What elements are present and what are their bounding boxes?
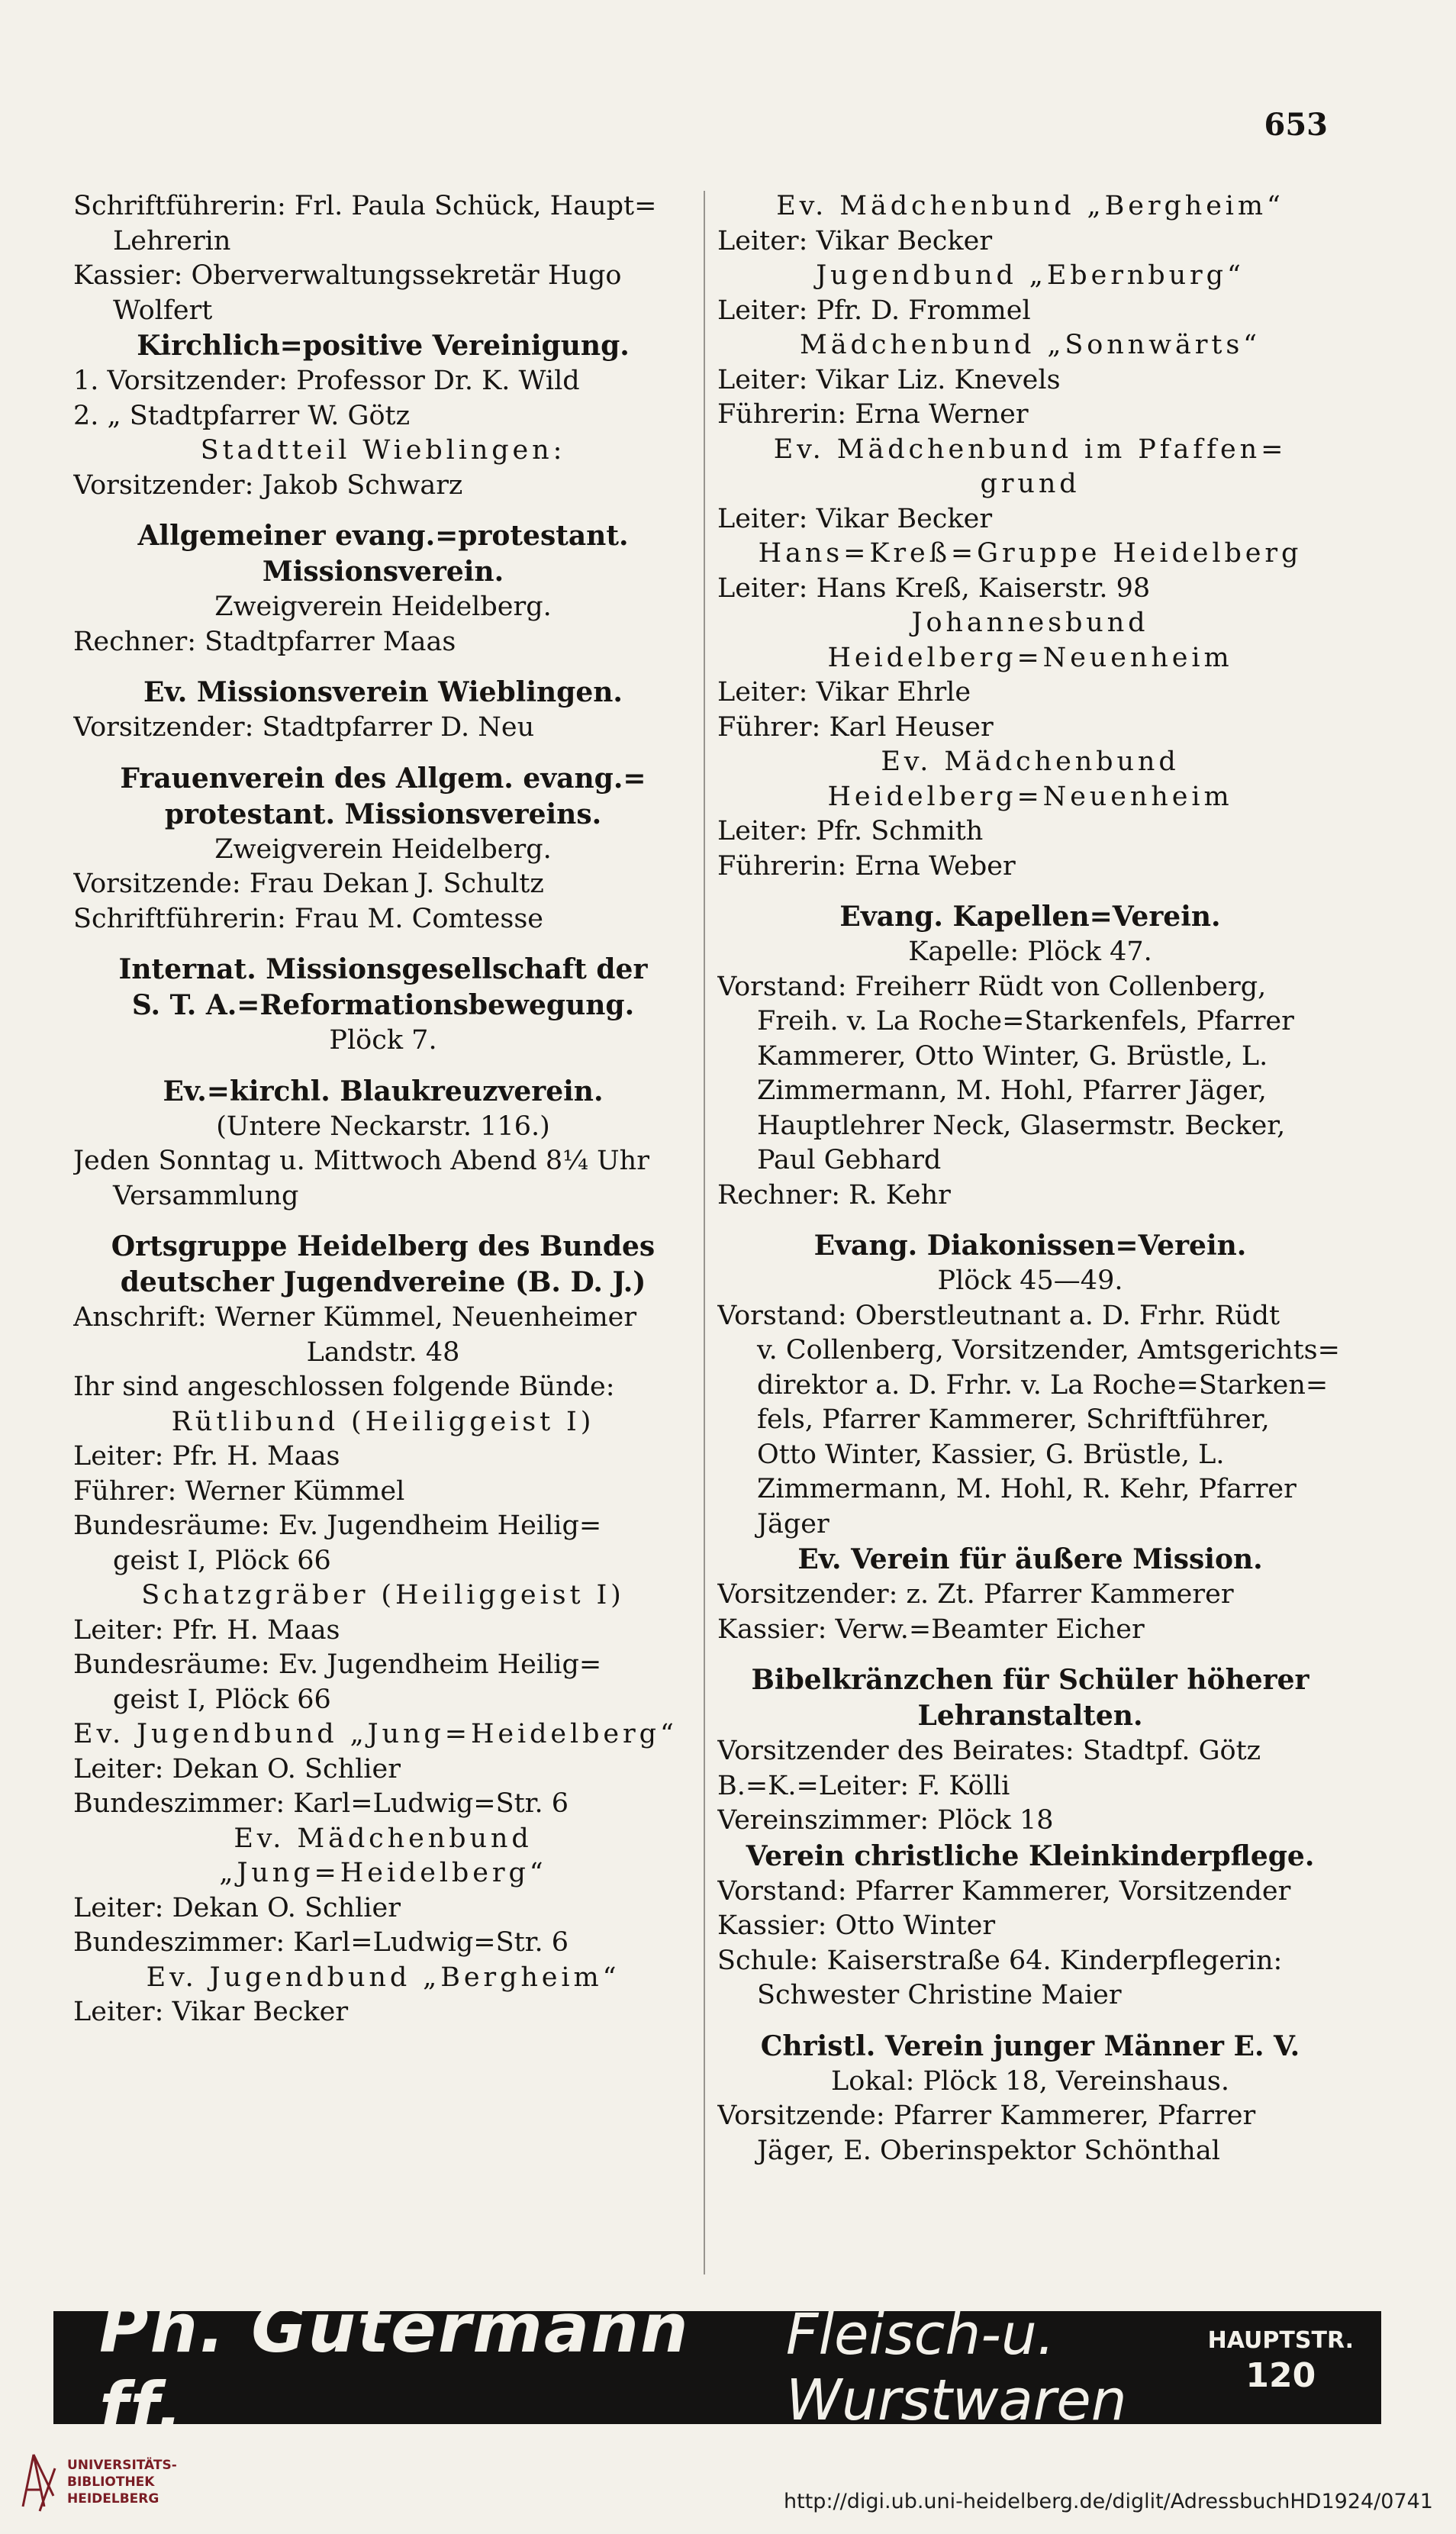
- entry-line: v. Collenberg, Vorsitzender, Amtsgerichts=: [757, 1335, 1340, 1365]
- entry-line: Heidelberg=Neuenheim: [827, 781, 1233, 812]
- page-number: 653: [1264, 107, 1328, 143]
- entry-line: Rütlibund (Heiliggeist I): [171, 1406, 595, 1437]
- entry-line: Ev. Mädchenbund „Bergheim“: [776, 191, 1284, 221]
- entry-line: Ihr sind angeschlossen folgende Bünde:: [73, 1372, 615, 1402]
- entry-line: geist I, Plöck 66: [113, 1545, 331, 1576]
- entry-line: Leiter: Pfr. H. Maas: [73, 1614, 340, 1646]
- entry-line: Stadtteil Wieblingen:: [200, 435, 566, 466]
- entry-line: Leiter: Vikar Becker: [73, 1997, 349, 2027]
- entry-line: geist I, Plöck 66: [113, 1684, 331, 1715]
- section-heading: Bibelkränzchen für Schüler höherer: [751, 1664, 1309, 1696]
- section-heading: Christl. Verein junger Männer E. V.: [760, 2029, 1300, 2062]
- entry-line: Vorsitzende: Pfarrer Kammerer, Pfarrer: [717, 2100, 1256, 2131]
- entry-line: Ev. Mädchenbund: [234, 1823, 533, 1854]
- section-heading: protestant. Missionsvereins.: [164, 798, 602, 830]
- entry-line: Schatzgräber (Heiliggeist I): [141, 1580, 625, 1610]
- entry-line: Jäger, E. Oberinspektor Schönthal: [757, 2135, 1220, 2166]
- ad-street: HAUPTSTR.: [1207, 2327, 1354, 2354]
- entry-line: Leiter: Dekan O. Schlier: [73, 1892, 401, 1923]
- library-logo[interactable]: [17, 2444, 177, 2520]
- section-spacer: [73, 503, 693, 518]
- entry-line: Vorsitzender des Beirates: Stadtpf. Götz: [717, 1736, 1261, 1766]
- entry-line: Vereinszimmer: Plöck 18: [717, 1805, 1054, 1836]
- entry-line: Ev. Jugendbund „Jung=Heidelberg“: [73, 1719, 678, 1749]
- entry-line: Jugendbund „Ebernburg“: [816, 260, 1245, 291]
- section-spacer: [73, 937, 693, 952]
- section-heading: S. T. A.=Reformationsbewegung.: [131, 989, 635, 1021]
- section-heading: Internat. Missionsgesellschaft der: [118, 953, 648, 985]
- entry-line: Anschrift: Werner Kümmel, Neuenheimer: [73, 1302, 637, 1333]
- entry-line: Paul Gebhard: [757, 1145, 942, 1175]
- section-heading: deutscher Jugendvereine (B. D. J.): [120, 1266, 646, 1298]
- entry-line: Leiter: Pfr. H. Maas: [73, 1441, 340, 1472]
- entry-line: „Jung=Heidelberg“: [219, 1858, 547, 1888]
- entry-line: Bundeszimmer: Karl=Ludwig=Str. 6: [73, 1788, 569, 1819]
- section-spacer: [717, 1647, 1343, 1662]
- entry-line: Bundesräume: Ev. Jugendheim Heilig=: [73, 1510, 602, 1541]
- entry-line: Führer: Werner Kümmel: [73, 1475, 405, 1507]
- section-heading: Ev. Missionsverein Wieblingen.: [143, 676, 623, 708]
- library-name-line: UNIVERSITÄTS-: [67, 2458, 177, 2473]
- entry-line: direktor a. D. Frhr. v. La Roche=Starken=: [757, 1369, 1329, 1401]
- entry-line: Zimmermann, M. Hohl, Pfarrer Jäger,: [757, 1075, 1267, 1106]
- entry-line: Hauptlehrer Neck, Glasermstr. Becker,: [757, 1110, 1286, 1141]
- section-spacer: [73, 746, 693, 761]
- column-divider: [704, 191, 705, 2274]
- entry-line: Schwester Christine Maier: [757, 1980, 1122, 2010]
- entry-line: Wolfert: [113, 295, 213, 326]
- entry-line: Leiter: Pfr. Schmith: [717, 816, 984, 846]
- section-heading: Kirchlich=positive Vereinigung.: [137, 330, 630, 362]
- right-column: [717, 189, 1343, 2168]
- entry-line: Lokal: Plöck 18, Vereinshaus.: [831, 2065, 1229, 2097]
- entry-line: Kassier: Otto Winter: [717, 1910, 996, 1941]
- entry-line: Freih. v. La Roche=Starkenfels, Pfarrer: [757, 1006, 1294, 1036]
- entry-line: Leiter: Vikar Liz. Knevels: [717, 364, 1061, 395]
- entry-line: grund: [980, 469, 1081, 499]
- section-heading: Missionsverein.: [262, 556, 504, 588]
- entry-line: Leiter: Vikar Ehrle: [717, 677, 971, 708]
- ad-firm-name: Ph. Gutermann ff.: [99, 2289, 690, 2446]
- entry-line: Rechner: Stadtpfarrer Maas: [73, 626, 456, 657]
- entry-line: Kammerer, Otto Winter, G. Brüstle, L.: [757, 1040, 1268, 1072]
- entry-line: Versammlung: [113, 1180, 299, 1211]
- entry-line: Vorsitzender: Stadtpfarrer D. Neu: [73, 712, 535, 743]
- entry-line: Kassier: Oberverwaltungssekretär Hugo: [73, 260, 622, 291]
- section-spacer: [73, 1214, 693, 1229]
- section-heading: Frauenverein des Allgem. evang.=: [120, 762, 646, 795]
- entry-line: Kapelle: Plöck 47.: [908, 937, 1152, 967]
- entry-line: Leiter: Vikar Becker: [717, 503, 993, 534]
- entry-line: Jeden Sonntag u. Mittwoch Abend 8¼ Uhr: [73, 1146, 649, 1176]
- entry-line: Ev. Mädchenbund im Pfaffen=: [773, 434, 1287, 465]
- entry-line: Zweigverein Heidelberg.: [214, 833, 552, 865]
- entry-line: Leiter: Pfr. D. Frommel: [717, 295, 1031, 326]
- entry-line: Ev. Jugendbund „Bergheim“: [146, 1962, 620, 1993]
- entry-line: (Untere Neckarstr. 116.): [216, 1111, 550, 1142]
- ad-trade: Fleisch-u. Wurstwaren: [785, 2302, 1127, 2433]
- entry-line: Vorstand: Pfarrer Kammerer, Vorsitzender: [717, 1875, 1291, 1907]
- entry-line: Schriftführerin: Frl. Paula Schück, Haupt=: [73, 191, 657, 221]
- entry-line: Zimmermann, M. Hohl, R. Kehr, Pfarrer: [757, 1474, 1297, 1504]
- entry-line: Leiter: Dekan O. Schlier: [73, 1753, 401, 1784]
- entry-line: Otto Winter, Kassier, G. Brüstle, L.: [757, 1439, 1225, 1470]
- entry-line: fels, Pfarrer Kammerer, Schriftführer,: [757, 1404, 1270, 1435]
- entry-line: 2. „ Stadtpfarrer W. Götz: [73, 400, 411, 431]
- entry-line: Plöck 7.: [329, 1025, 437, 1056]
- library-crest-icon: [17, 2447, 61, 2517]
- entry-line: Führerin: Erna Werner: [717, 399, 1029, 430]
- entry-line: Vorsitzende: Frau Dekan J. Schultz: [73, 869, 544, 899]
- source-url-link[interactable]: http://digi.ub.uni-heidelberg.de/diglit/AdressbuchHD1924/0741: [784, 2490, 1433, 2513]
- section-spacer: [717, 884, 1343, 899]
- entry-line: Vorsitzender: Jakob Schwarz: [73, 469, 463, 501]
- entry-line: Schule: Kaiserstraße 64. Kinderpflegerin:: [717, 1945, 1283, 1976]
- entry-line: Heidelberg=Neuenheim: [827, 642, 1233, 673]
- section-heading: Lehranstalten.: [917, 1700, 1143, 1732]
- entry-line: Johannesbund: [911, 608, 1149, 638]
- ad-house-number: 120: [1245, 2356, 1316, 2395]
- entry-line: Plöck 45—49.: [937, 1265, 1123, 1296]
- ad-address: [1208, 2323, 1354, 2394]
- section-heading: Allgemeiner evang.=protestant.: [137, 520, 629, 552]
- entry-line: Schriftführerin: Frau M. Comtesse: [73, 903, 544, 934]
- section-heading: Ev.=kirchl. Blaukreuzverein.: [163, 1075, 604, 1107]
- entry-line: Landstr. 48: [306, 1336, 460, 1368]
- section-spacer: [73, 1059, 693, 1074]
- entry-line: Vorsitzender: z. Zt. Pfarrer Kammerer: [717, 1579, 1234, 1610]
- entry-line: Leiter: Hans Kreß, Kaiserstr. 98: [717, 572, 1151, 604]
- section-heading: Ev. Verein für äußere Mission.: [797, 1543, 1263, 1575]
- section-spacer: [717, 2013, 1343, 2029]
- entry-line: Bundesräume: Ev. Jugendheim Heilig=: [73, 1649, 602, 1680]
- entry-line: Ev. Mädchenbund: [881, 746, 1180, 777]
- entry-line: Hans=Kreß=Gruppe Heidelberg: [758, 538, 1303, 569]
- entry-line: Kassier: Verw.=Beamter Eicher: [717, 1614, 1145, 1645]
- entry-line: Zweigverein Heidelberg.: [214, 592, 552, 622]
- advertisement-banner: [53, 2289, 1381, 2446]
- section-spacer: [73, 659, 693, 675]
- library-name: [67, 2457, 177, 2507]
- entry-line: B.=K.=Leiter: F. Kölli: [717, 1770, 1010, 1801]
- library-name-line: BIBLIOTHEK: [67, 2474, 155, 2490]
- entry-line: Rechner: R. Kehr: [717, 1179, 951, 1211]
- entry-line: Führerin: Erna Weber: [717, 850, 1016, 882]
- entry-line: Mädchenbund „Sonnwärts“: [800, 330, 1261, 360]
- entry-line: Führer: Karl Heuser: [717, 711, 994, 743]
- entry-line: Lehrerin: [113, 225, 231, 256]
- entry-line: Vorstand: Freiherr Rüdt von Collenberg,: [717, 971, 1267, 1002]
- entry-line: 1. Vorsitzender: Professor Dr. K. Wild: [73, 366, 580, 396]
- entry-line: Leiter: Vikar Becker: [717, 225, 993, 256]
- left-column: [73, 189, 693, 2030]
- library-name-line: HEIDELBERG: [67, 2491, 159, 2507]
- section-heading: Evang. Kapellen=Verein.: [839, 901, 1221, 933]
- entry-line: Vorstand: Oberstleutnant a. D. Frhr. Rüdt: [717, 1300, 1280, 1331]
- entry-line: Jäger: [757, 1508, 829, 1539]
- section-heading: Evang. Diakonissen=Verein.: [813, 1230, 1247, 1262]
- section-spacer: [717, 1213, 1343, 1228]
- entry-line: Bundeszimmer: Karl=Ludwig=Str. 6: [73, 1927, 569, 1958]
- section-heading: Verein christliche Kleinkinderpflege.: [746, 1839, 1315, 1872]
- section-heading: Ortsgruppe Heidelberg des Bundes: [111, 1230, 656, 1262]
